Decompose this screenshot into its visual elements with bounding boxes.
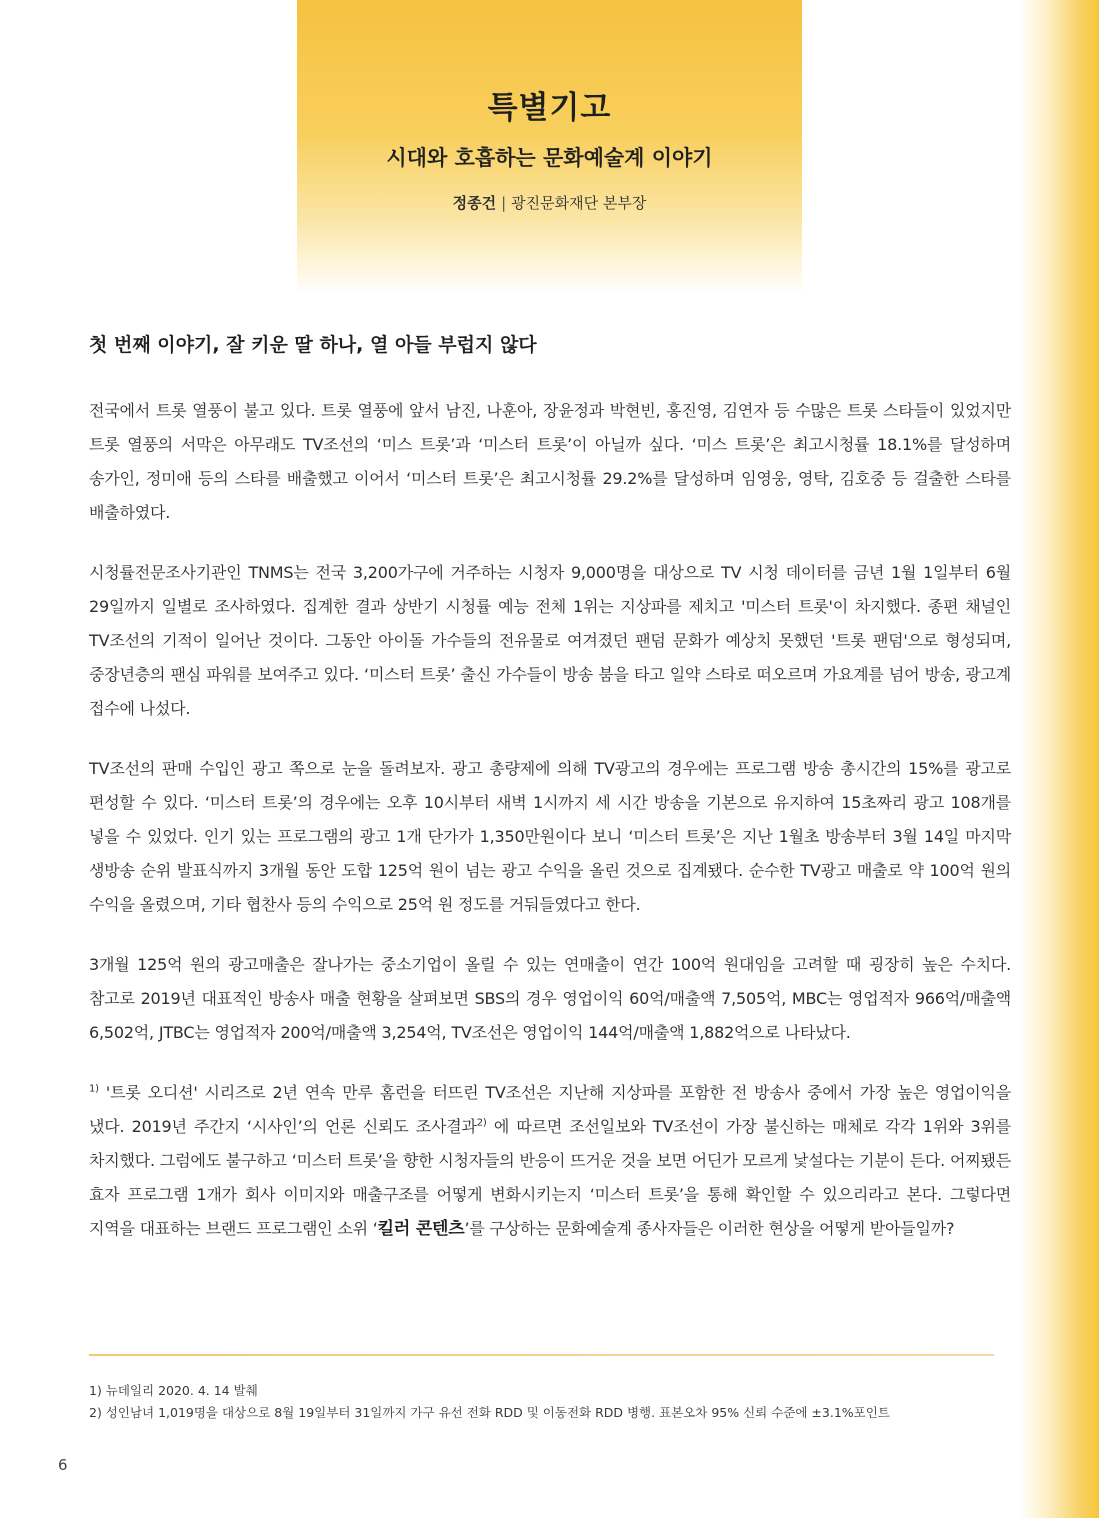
article-category-title: 특별기고 [487, 90, 612, 126]
emphasis-killer-content: 킬러 콘텐츠 [377, 1219, 465, 1239]
paragraph-4: 3개월 125억 원의 광고매출은 잘나가는 중소기업이 올릴 수 있는 연매출이 연간 100억 원대임을 고려할 때 굉장히 높은 수치다. 참고로 2019년 대표적인 방송사 매출 현황을 살펴보면 SBS의 경우 영업이익 60억/매출액 7,505억, MBC는 영업적자 966억/매출액 6,502억, JTBC는 영업적자 200억/매출액 3,254억, TV조선은 영업이익 144억/매출액 1,882억으로 나타났다. [89, 955, 1011, 1042]
article-body [89, 394, 1011, 1272]
footnotes [89, 1380, 989, 1424]
paragraph-5-part-a: '트롯 오디션' 시리즈로 2년 연속 만루 홈런을 터뜨린 TV조선은 지난해 지상파를 포함한 전 방송사 중에서 가장 높은 영업이익을 냈다. 2019년 주간지 ‘시사인’의 언론 신뢰도 조사결과 [89, 1083, 1012, 1136]
author-byline [297, 192, 802, 213]
footnote-2: 2) 성인남녀 1,019명을 대상으로 8월 19일부터 31일까지 가구 유선 전화 RDD 및 이동전화 RDD 병행. 표본오차 95% 신뢰 수준에 ±3.1%포인트 [89, 1405, 890, 1420]
paragraph-5 [89, 1076, 1011, 1246]
footnote-1: 1) 뉴데일리 2020. 4. 14 발췌 [89, 1383, 258, 1398]
author-name: 정종건 [452, 194, 497, 212]
author-title: 광진문화재단 본부장 [511, 194, 647, 212]
decorative-side-band [1019, 0, 1099, 1518]
footnote-ref-1: 1) [89, 1083, 99, 1095]
article-subtitle: 시대와 호흡하는 문화예술계 이야기 [386, 146, 713, 170]
footnote-ref-2: 2) [476, 1117, 487, 1129]
paragraph-5-part-c: ’를 구상하는 문화예술계 종사자들은 이러한 현상을 어떻게 받아들일까? [464, 1219, 955, 1238]
footnote-divider [89, 1354, 994, 1356]
paragraph-5-part-b: 에 따르면 조선일보와 TV조선이 가장 불신하는 매체로 각각 1위와 3위를 차지했다. 그럼에도 불구하고 ‘미스터 트롯’을 향한 시청자들의 반응이 뜨거운 것을 보면 어딘가 모르게 낯설다는 기분이 든다. 어찌됐든 효자 프로그램 1개가 회사 이미지와 매출구조를 어떻게 변화시키는지 ‘미스터 트롯’을 통해 확인할 수 있으리라고 본다. 그렇다면 지역을 대표하는 브랜드 프로그램인 소위 ‘ [89, 1117, 1011, 1238]
paragraph-1: 전국에서 트롯 열풍이 불고 있다. 트롯 열풍에 앞서 남진, 나훈아, 장윤정과 박현빈, 홍진영, 김연자 등 수많은 트롯 스타들이 있었지만 트롯 열풍의 서막은 아무래도 TV조선의 ‘미스 트롯’과 ‘미스터 트롯’이 아닐까 싶다. ‘미스 트롯’은 최고시청률 18.1%를 달성하며 송가인, 정미애 등의 스타를 배출했고 이어서 ‘미스터 트롯’은 최고시청률 29.2%를 달성하며 임영웅, 영탁, 김호중 등 걸출한 스타를 배출하였다. [89, 401, 1011, 522]
section-heading: 첫 번째 이야기, 잘 키운 딸 하나, 열 아들 부럽지 않다 [89, 334, 537, 356]
page-number: 6 [58, 1456, 68, 1474]
paragraph-2: 시청률전문조사기관인 TNMS는 전국 3,200가구에 거주하는 시청자 9,000명을 대상으로 TV 시청 데이터를 금년 1월 1일부터 6월 29일까지 일별로 조사하였다. 집계한 결과 상반기 시청률 예능 전체 1위는 지상파를 제치고 '미스터 트롯'이 차지했다. 종편 채널인 TV조선의 기적이 일어난 것이다. 그동안 아이돌 가수들의 전유물로 여겨졌던 팬덤 문화가 예상치 못했던 '트롯 팬덤'으로 형성되며, 중장년층의 팬심 파워를 보여주고 있다. ‘미스터 트롯’ 출신 가수들이 방송 붐을 타고 일약 스타로 떠오르며 가요계를 넘어 방송, 광고계 접수에 나섰다. [89, 563, 1011, 718]
byline-separator: | [501, 194, 507, 212]
paragraph-3: TV조선의 판매 수입인 광고 쪽으로 눈을 돌려보자. 광고 총량제에 의해 TV광고의 경우에는 프로그램 방송 총시간의 15%를 광고로 편성할 수 있다. ‘미스터 트롯’의 경우에는 오후 10시부터 새벽 1시까지 세 시간 방송을 기본으로 유지하여 15초짜리 광고 108개를 넣을 수 있었다. 인기 있는 프로그램의 광고 1개 단가가 1,350만원이다 보니 ‘미스터 트롯’은 지난 1월초 방송부터 3월 14일 마지막 생방송 순위 발표식까지 3개월 동안 도합 125억 원이 넘는 광고 수익을 올린 것으로 집계됐다. 순수한 TV광고 매출로 약 100억 원의 수익을 올렸으며, 기타 협찬사 등의 수익으로 25억 원 정도를 거둬들였다고 한다. [89, 759, 1011, 914]
article-header [297, 0, 802, 295]
